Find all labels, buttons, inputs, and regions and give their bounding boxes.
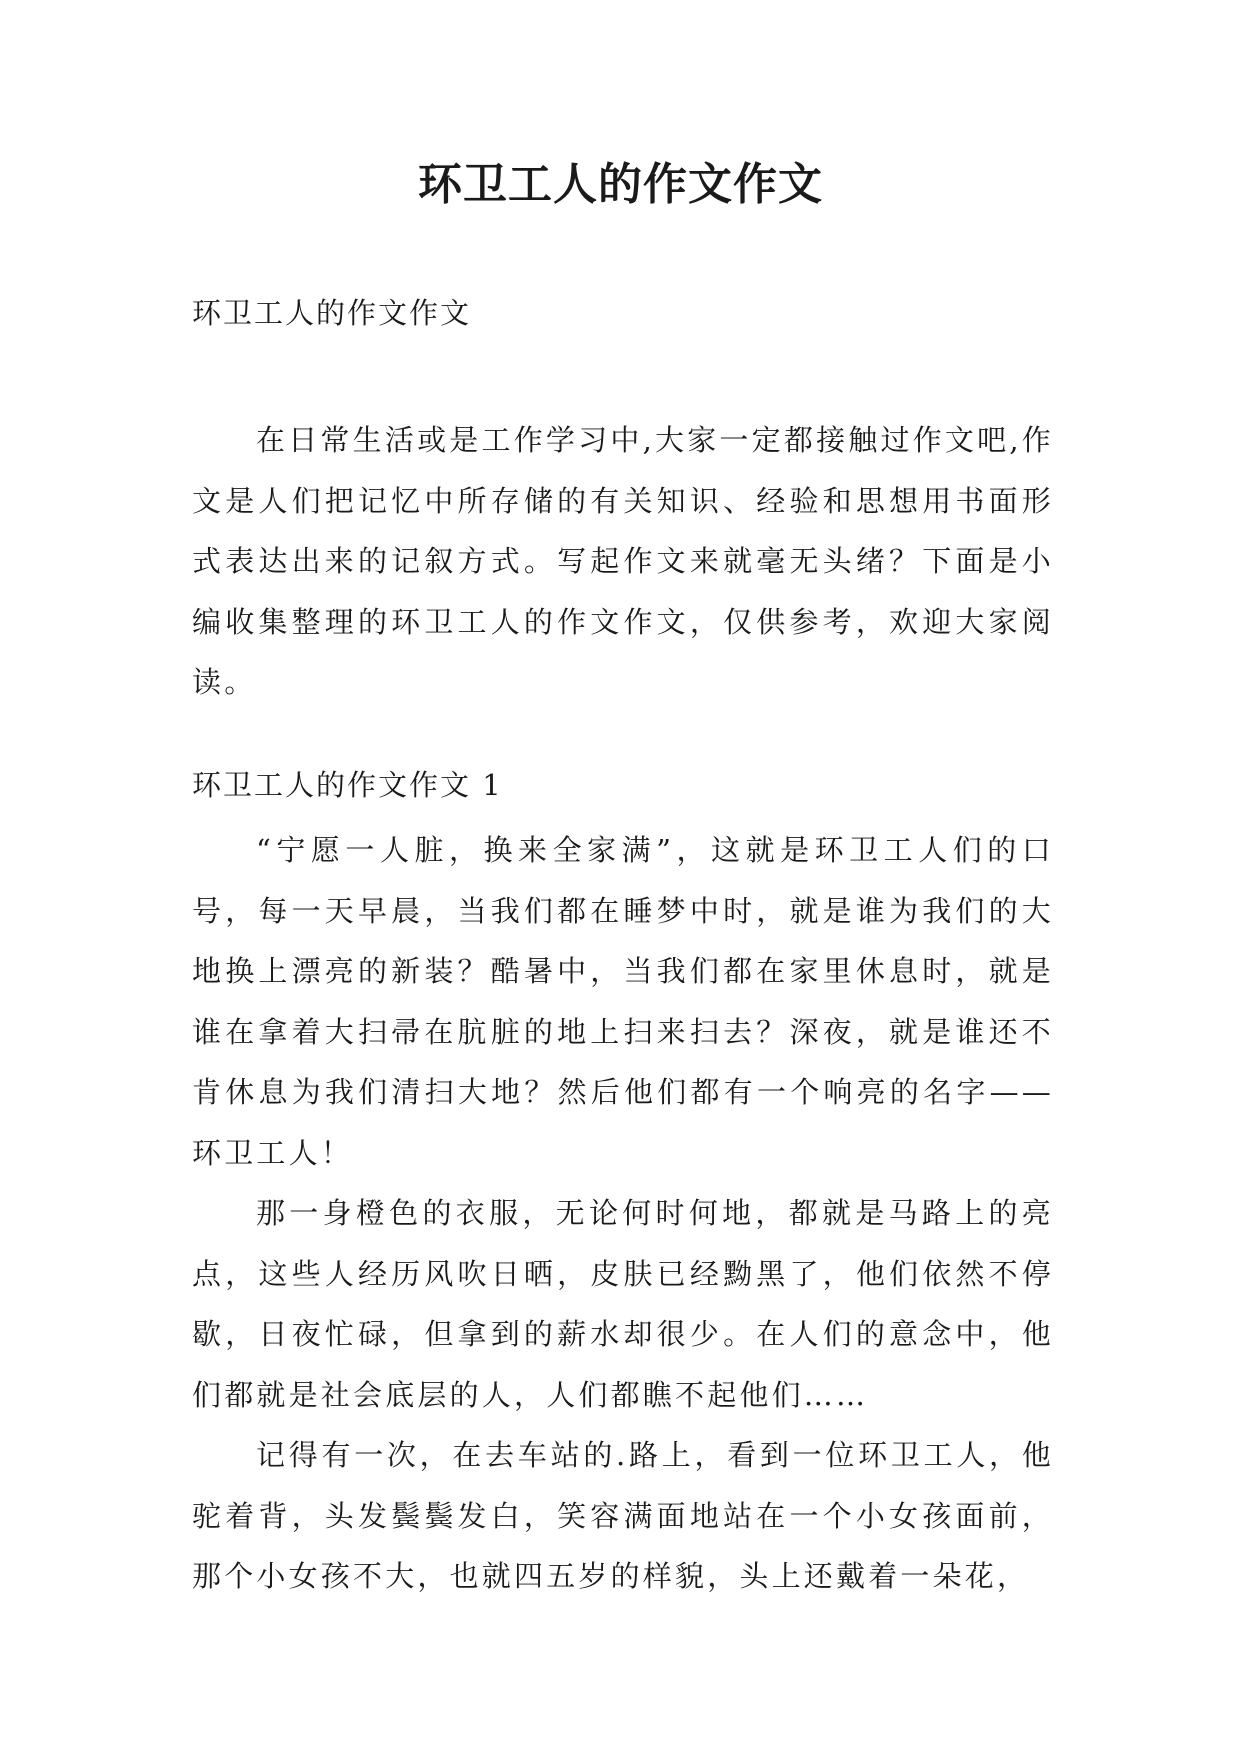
section-body xyxy=(192,820,1054,1607)
section-heading: 环卫工人的作文作文 1 xyxy=(192,768,503,802)
intro-paragraph: 在日常生活或是工作学习中,大家一定都接触过作文吧,作文是人们把记忆中所存储的有关知识、经验和思想用书面形式表达出来的记叙方式。写起作文来就毫无头绪？下面是小编收集整理的环卫工人的作文作文，仅供参考，欢迎大家阅读。 xyxy=(192,423,1054,699)
document-title: 环卫工人的作文作文 xyxy=(418,159,823,210)
body-paragraph: 那一身橙色的衣服，无论何时何地，都就是马路上的亮点，这些人经历风吹日晒，皮肤已经黝黑了，他们依然不停歇，日夜忙碌，但拿到的薪水却很少。在人们的意念中，他们都就是社会底层的人，人们都瞧不起他们…… xyxy=(192,1196,1054,1412)
body-paragraph: 记得有一次，在去车站的.路上，看到一位环卫工人，他驼着背，头发鬓鬓发白，笑容满面地站在一个小女孩面前，那个小女孩不大，也就四五岁的样貌，头上还戴着一朵花， xyxy=(192,1438,1054,1593)
body-paragraph: “宁愿一人脏，换来全家满”，这就是环卫工人们的口号，每一天早晨，当我们都在睡梦中时，就是谁为我们的大地换上漂亮的新装？酷暑中，当我们都在家里休息时，就是谁在拿着大扫帚在肮脏的地上扫来扫去？深夜，就是谁还不肯休息为我们清扫大地？然后他们都有一个响亮的名字——环卫工人！ xyxy=(192,833,1054,1170)
document-subtitle: 环卫工人的作文作文 xyxy=(192,296,472,330)
